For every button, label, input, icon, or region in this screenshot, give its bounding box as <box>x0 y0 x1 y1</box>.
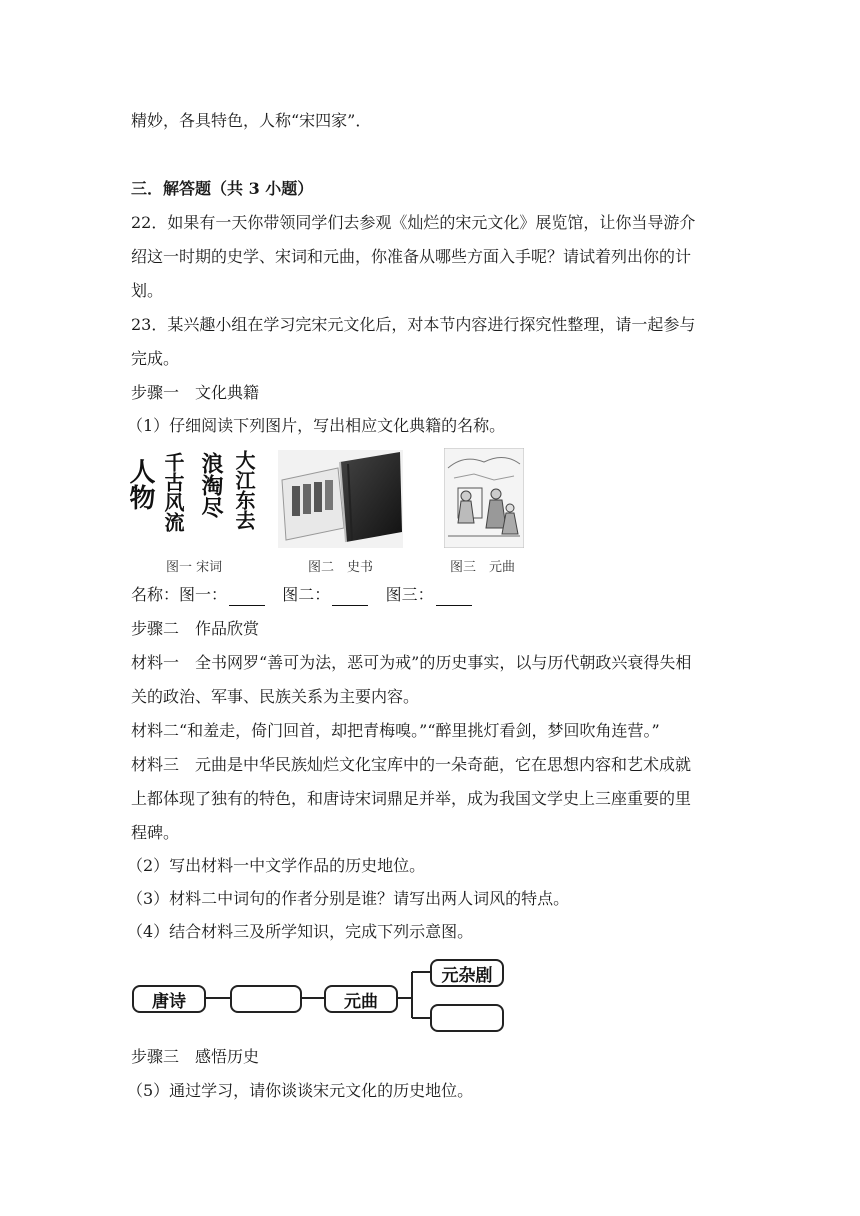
sub-question-4: （4）结合材料三及所学知识，完成下列示意图。 <box>127 922 474 941</box>
material-one-line-2: 关的政治、军事、民族关系为主要内容。 <box>131 687 420 706</box>
step-three-heading: 步骤三 感悟历史 <box>131 1047 260 1066</box>
box-tang-poetry: 唐诗 <box>132 985 206 1013</box>
calligraphy-col-1: 人物 <box>128 458 155 510</box>
figure-three-caption: 图三 元曲 <box>450 560 516 575</box>
box-yuan-zaju: 元杂剧 <box>430 959 504 987</box>
calligraphy-col-2: 千古风流 <box>161 452 185 532</box>
sub-question-1: （1）仔细阅读下列图片，写出相应文化典籍的名称。 <box>127 416 506 435</box>
box-blank-song-ci[interactable] <box>230 985 302 1013</box>
step-one-heading: 步骤一 文化典籍 <box>131 383 260 402</box>
fig3-answer-blank[interactable] <box>436 589 472 606</box>
material-three-line-1: 材料三 元曲是中华民族灿烂文化宝库中的一朵奇葩，它在思想内容和艺术成就 <box>131 755 692 774</box>
q23-line-1: 23．某兴趣小组在学习完宋元文化后，对本节内容进行探究性整理，请一起参与 <box>131 315 696 334</box>
figure-two-book <box>278 450 403 548</box>
step-two-heading: 步骤二 作品欣赏 <box>131 619 260 638</box>
section-heading: 三．解答题（共 3 小题） <box>131 179 314 198</box>
calligraphy-col-3: 浪淘尽 <box>198 452 224 518</box>
book-photo <box>278 450 403 548</box>
figure-one-calligraphy <box>128 446 263 556</box>
q22-line-2: 绍这一时期的史学、宋词和元曲，你准备从哪些方面入手呢？请试着列出你的计 <box>131 247 692 266</box>
material-three-line-3: 程碑。 <box>131 823 180 842</box>
names-fig2-label: 图二： <box>282 585 331 604</box>
q22-line-1: 22．如果有一天你带领同学们去参观《灿烂的宋元文化》展览馆，让你当导游介 <box>131 213 696 232</box>
q22-line-3: 划。 <box>131 281 164 300</box>
names-label: 名称：图一： <box>131 585 228 604</box>
figure-two-caption: 图二 史书 <box>308 560 374 575</box>
drama-scene-image <box>444 448 524 548</box>
box-yuan-qu: 元曲 <box>324 985 398 1013</box>
sub-question-5: （5）通过学习，请你谈谈宋元文化的历史地位。 <box>127 1081 474 1100</box>
literature-flow-diagram <box>130 956 510 1036</box>
sub-question-3: （3）材料二中词句的作者分别是谁？请写出两人词风的特点。 <box>127 889 570 908</box>
material-two: 材料二“和羞走，倚门回首，却把青梅嗅。”“醉里挑灯看剑，梦回吹角连营。” <box>131 721 660 740</box>
figure-three-drama <box>444 448 524 548</box>
calligraphy-col-4: 大江东去 <box>232 450 256 530</box>
q23-line-2: 完成。 <box>131 349 180 368</box>
box-blank-sanqu[interactable] <box>430 1004 504 1032</box>
names-fig3-label: 图三： <box>385 585 434 604</box>
material-three-line-2: 上都体现了独有的特色，和唐诗宋词鼎足并举，成为我国文学史上三座重要的里 <box>131 789 692 808</box>
fig2-answer-blank[interactable] <box>332 589 368 606</box>
material-one-line-1: 材料一 全书网罗“善可为法，恶可为戒”的历史事实，以与历代朝政兴衰得失相 <box>131 653 692 672</box>
intro-tail-text: 精妙，各具特色，人称“宋四家”． <box>131 111 372 130</box>
figure-one-caption: 图一 宋词 <box>166 560 223 575</box>
calligraphy-image <box>128 446 263 556</box>
fig1-answer-blank[interactable] <box>229 589 265 606</box>
sub-question-2: （2）写出材料一中文学作品的历史地位。 <box>127 856 426 875</box>
names-answer-line <box>131 584 474 606</box>
figure-strip <box>128 446 528 576</box>
